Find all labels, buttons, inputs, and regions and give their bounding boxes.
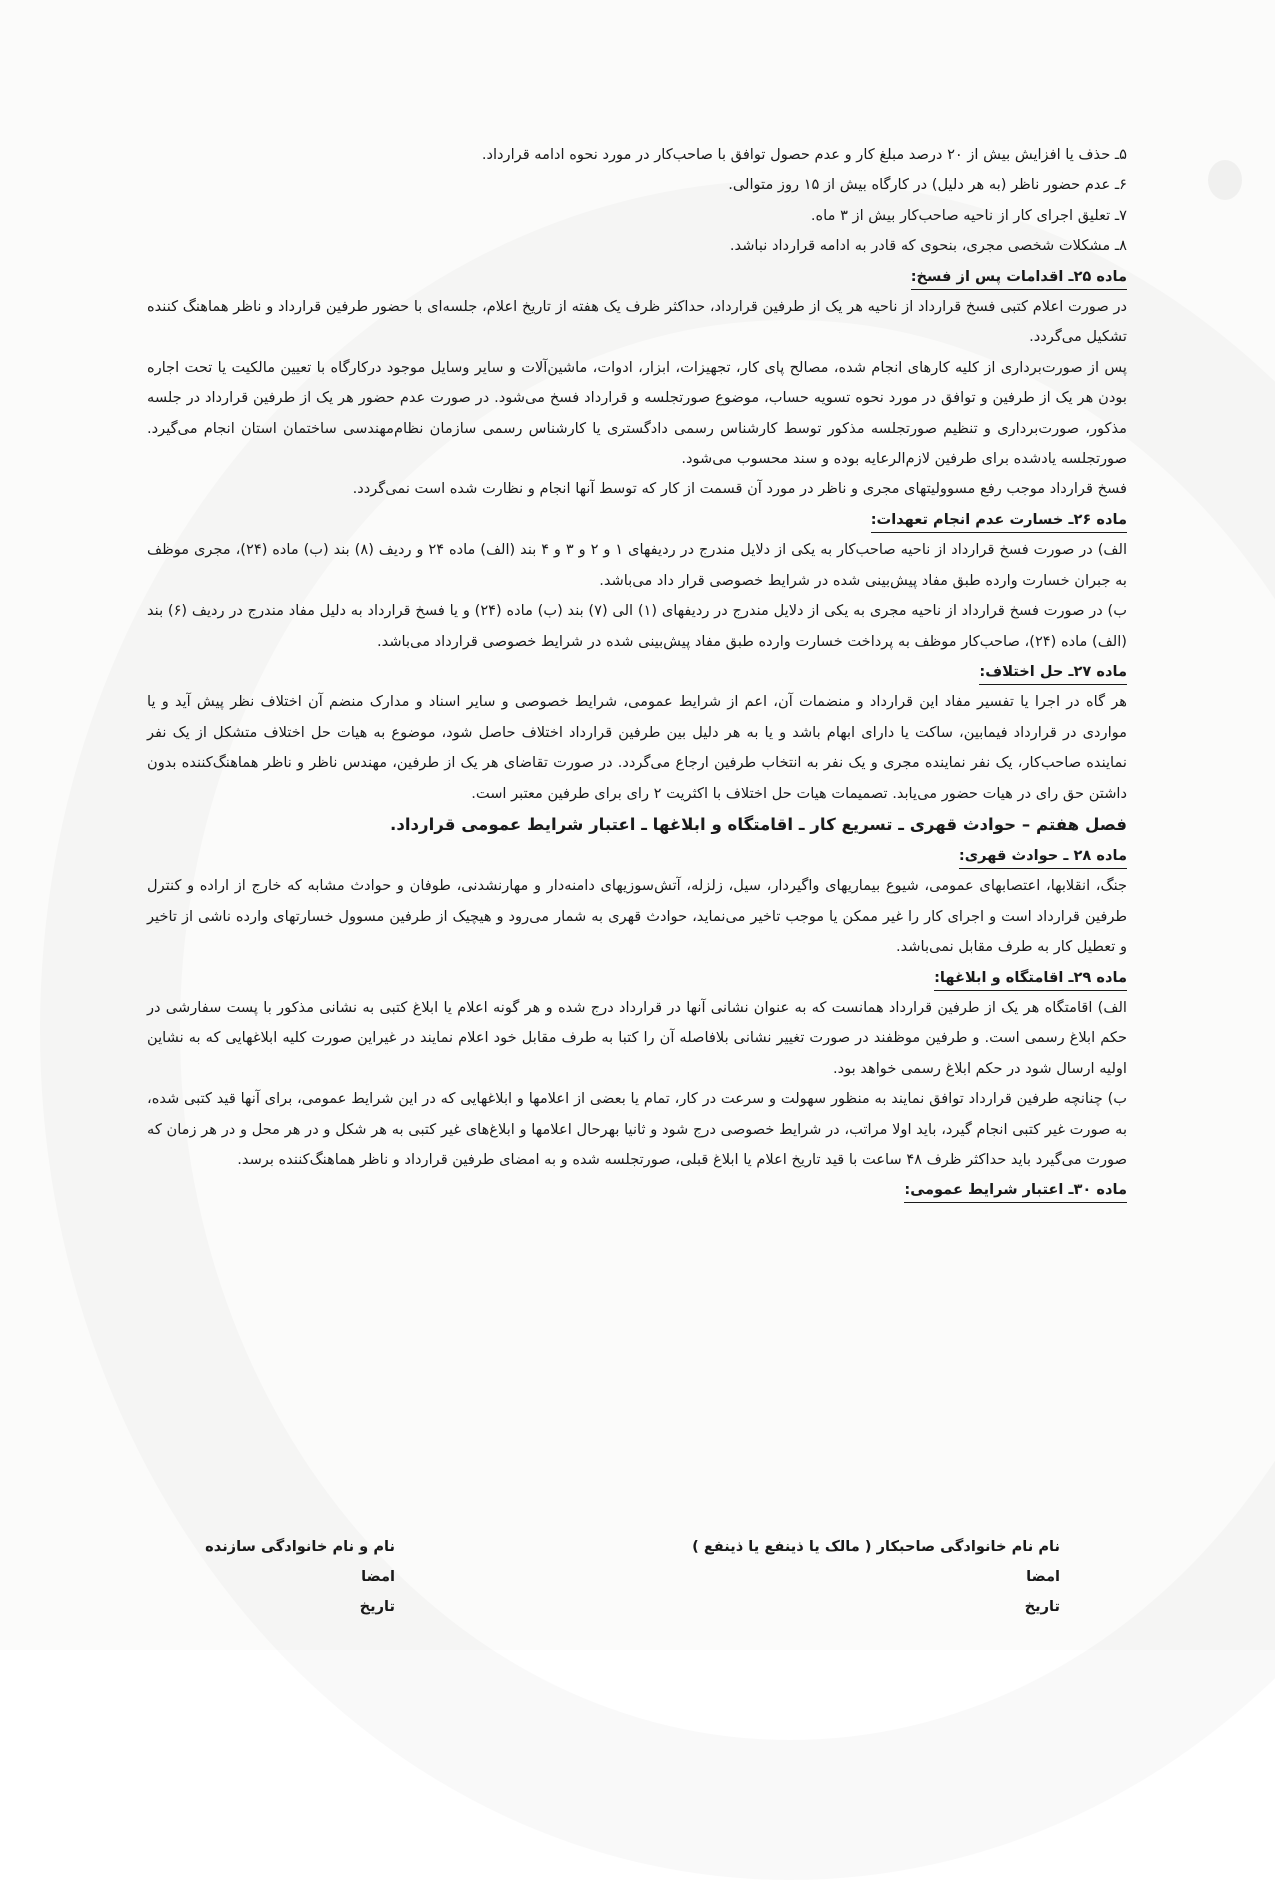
owner-date-label: تاریخ: [1024, 1598, 1060, 1615]
article-26: [147, 505, 1127, 657]
article-heading: ماده ۲۹ـ اقامتگاه و ابلاغها:: [934, 966, 1127, 991]
chapter-heading: فصل هفتم – حوادث قهری ـ تسریع کار ـ اقامتگاه و ابلاغها ـ اعتبار شرایط عمومی قرارداد.: [390, 814, 1127, 834]
owner-sign-label: امضا: [1026, 1568, 1060, 1585]
list-item: ۶ـ عدم حضور ناظر (به هر دلیل) در کارگاه بیش از ۱۵ روز متوالی.: [728, 176, 1127, 194]
list-item: ۸ـ مشکلات شخصی مجری، بنحوی که قادر به ادامه قرارداد نباشد.: [729, 237, 1127, 255]
paragraph: فسخ قرارداد موجب رفع مسوولیتهای مجری و ناظر در مورد آن قسمت از کار که توسط آنها انجام و نظارت شده است نمی‌گردد.: [352, 480, 1127, 498]
paragraph: الف) در صورت فسخ قرارداد از ناحیه صاحب‌کار به یکی از دلایل مندرج در ردیفهای ۱ و ۲ و ۳ و ۴ بند (الف) ماده ۲۴ و ردیف (۸) بند (ب) ماده (۲۴)، مجری موظف به جبران خسارت وارده طبق مفاد پیش‌بینی شده در شرایط خصوصی قرار داد می‌باشد.: [147, 541, 1128, 589]
paragraph: در صورت اعلام کتبی فسخ قرارداد از ناحیه هر یک از طرفین قرارداد، حداکثر ظرف یک هفته از تاریخ اعلام، جلسه‌ای با حضور طرفین قرارداد و ناظر هماهنگ کننده تشکیل می‌گردد.: [147, 298, 1127, 346]
watermark-dot: [1208, 160, 1242, 200]
article-25: [147, 262, 1127, 505]
article-28: [147, 841, 1127, 963]
paragraph: جنگ، انقلابها، اعتصابهای عمومی، شیوع بیماریهای واگیردار، سیل، زلزله، آتش‌سوزیهای دامنه‌دار و مهارنشدنی، طوفان و حوادث مشابه که خارج از اراده و کنترل طرفین قرارداد است و اجرای کار را غیر ممکن یا موجب تاخیر می‌نماید، حوادث قهری به شمار می‌رود و هیچیک از طرفین مسوول خسارتهای وارده ناشی از تاخیر و تعطیل کار به طرف مقابل نمی‌باشد.: [147, 877, 1127, 956]
document-body: [147, 140, 1127, 1206]
paragraph: هر گاه در اجرا یا تفسیر مفاد این قرارداد و منضمات آن، اعم از شرایط عمومی، شرایط خصوصی و سایر اسناد و مدارک منضم آن اختلاف نظر پیش آید و یا مواردی در قرارداد فیمابین، ساکت یا دارای ابهام باشد و یا به هر دلیل بین طرفین قرارداد اختلاف حاصل شود، موضوع به هیات حل اختلاف متشکل از یک نفر نماینده صاحب‌کار، یک نفر نماینده مجری و یک نفر به انتخاب طرفین ارجاع می‌گردد. در صورت تقاضای هر یک از طرفین، مهندس ناظر و ناظر هماهنگ‌کننده بدون داشتن حق رای در هیات حضور می‌یابد. تصمیمات هیات حل اختلاف با اکثریت ۲ رای برای طرفین معتبر است.: [147, 693, 1127, 802]
list-item: ۷ـ تعلیق اجرای کار از ناحیه صاحب‌کار بیش از ۳ ماه.: [810, 206, 1127, 224]
builder-name-label: نام و نام خانوادگی سازنده: [205, 1538, 395, 1555]
article-heading: ماده ۲۷ـ حل اختلاف:: [979, 660, 1127, 685]
builder-signature-block: [205, 1532, 395, 1622]
article-heading: ماده ۲۵ـ اقدامات پس از فسخ:: [911, 265, 1127, 290]
article-27: [147, 657, 1127, 809]
builder-sign-label: امضا: [361, 1568, 395, 1585]
owner-name-label: نام نام خانوادگی صاحبکار ( مالک یا ذینفع یا ذینفع ): [692, 1538, 1060, 1555]
owner-signature-block: [692, 1532, 1060, 1622]
article-29: [147, 963, 1127, 1176]
article-heading: ماده ۲۶ـ خسارت عدم انجام تعهدات:: [871, 508, 1127, 533]
article-heading: ماده ۳۰ـ اعتبار شرایط عمومی:: [904, 1178, 1127, 1203]
paragraph: الف) اقامتگاه هر یک از طرفین قرارداد همانست که به عنوان نشانی آنها در قرارداد درج شده و هر گونه اعلام یا ابلاغ کتبی به نشانی مذکور با پست سفارشی در حکم ابلاغ رسمی است. و طرفین موظفند در صورت تغییر نشانی بلافاصله آن را کتبا به طرف مقابل خود اعلام نمایند در غیراین صورت کلیه ابلاغهایی که به نشاین اولیه ارسال شود در حکم ابلاغ رسمی خواهد بود.: [147, 998, 1127, 1077]
paragraph: ب) در صورت فسخ قرارداد از ناحیه مجری به یکی از دلایل مندرج در ردیفهای (۱) الی (۷) بند (ب) ماده (۲۴) و یا فسخ قرارداد به دلیل مفاد مندرج در ردیف (۶) بند (الف) ماده (۲۴)، صاحب‌کار موظف به پرداخت خسارت وارده طبق مفاد پیش‌بینی شده در شرایط خصوصی قرارداد می‌باشد.: [147, 602, 1127, 650]
paragraph: ب) چنانچه طرفین قرارداد توافق نمایند به منظور سهولت و سرعت در کار، تمام یا بعضی از اعلامها و ابلاغهایی که در این شرایط عمومی، برای آنها قید کتبی شده، به صورت غیر کتبی انجام گیرد، باید اولا مراتب، در شرایط خصوصی درج شود و ثانیا بهرحال اعلامها و ابلاغ‌های غیر کتبی به هر شکل و در هر محل و در هر زمان که صورت می‌گیرد باید حداکثر ظرف ۴۸ ساعت با قید تاریخ اعلام یا ابلاغ قبلی، صورتجلسه شده و به امضای طرفین قرارداد و ناظر هماهنگ‌کننده برسد.: [147, 1090, 1127, 1168]
paragraph: پس از صورت‌برداری از کلیه کارهای انجام شده، مصالح پای کار، تجهیزات، ابزار، ادوات، ماشین‌آلات و سایر وسایل موجود درکارگاه با تعیین مالکیت یا تحت اجاره بودن هر یک از طرفین و توافق در مورد نحوه تسویه حساب، موضوع صورتجلسه و قرارداد فسخ می‌شود. در صورت عدم حضور هر یک از طرفین قرارداد در جلسه مذکور، صورت‌برداری و تنظیم صورتجلسه مذکور توسط کارشناس رسمی دادگستری یا کارشناس رسمی سازمان نظام‌مهندسی ساختمان استان انجام می‌گیرد. صورتجلسه یادشده برای طرفین لازم‌الرعایه بوده و سند محسوب می‌شود.: [147, 358, 1127, 468]
article-30: [147, 1175, 1127, 1205]
article-heading: ماده ۲۸ ـ حوادث قهری:: [959, 844, 1127, 869]
list-item: ۵ـ حذف یا افزایش بیش از ۲۰ درصد مبلغ کار و عدم حصول توافق با صاحب‌کار در مورد نحوه ادامه قرارداد.: [481, 146, 1127, 163]
builder-date-label: تاریخ: [359, 1598, 395, 1615]
